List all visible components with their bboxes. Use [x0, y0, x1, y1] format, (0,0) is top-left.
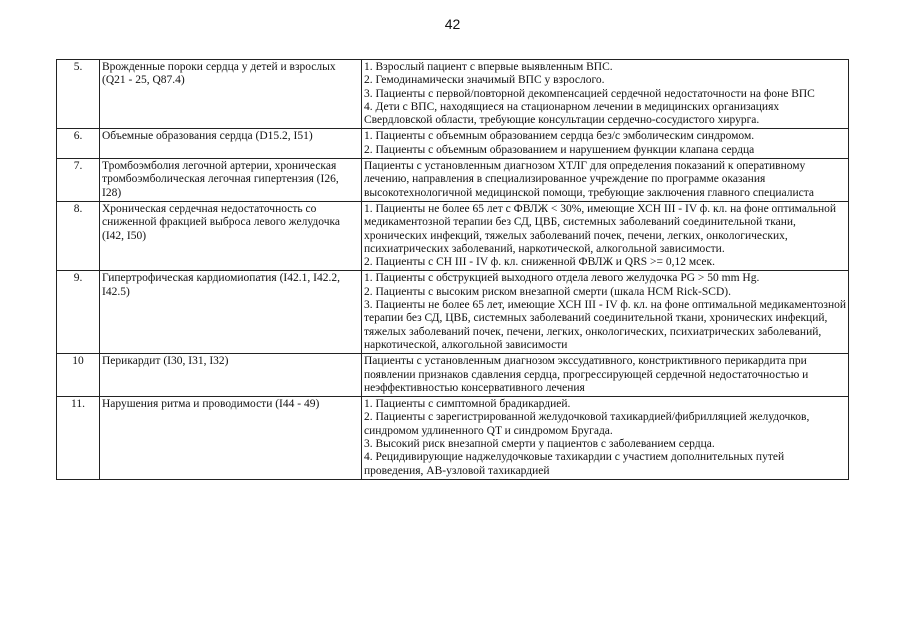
criteria-item: 1. Пациенты с объемным образованием сердца без/с эмболическим синдромом. — [364, 130, 755, 143]
criteria-cell — [362, 159, 849, 202]
table-row — [57, 159, 849, 202]
row-number: 8. — [57, 201, 100, 270]
criteria-item: 4. Рецидивирующие наджелудочковые тахикардии с участием дополнительных путей проведения, АВ-узловой тахикардией — [364, 451, 785, 477]
criteria-cell — [362, 271, 849, 354]
diagnosis-cell: Тромбоэмболия легочной артерии, хроническая тромбоэмболическая легочная гипертензия (I26, I28) — [100, 159, 362, 202]
row-number: 10 — [57, 354, 100, 397]
criteria-cell — [362, 60, 849, 129]
criteria-item: 3. Высокий риск внезапной смерти у пациентов с заболеванием сердца. — [364, 438, 715, 451]
table-row — [57, 354, 849, 397]
criteria-item: 2. Пациенты с СН III - IV ф. кл. сниженной ФВЛЖ и QRS >= 0,12 мсек. — [364, 256, 715, 269]
page-number: 42 — [444, 16, 461, 32]
criteria-cell — [362, 201, 849, 270]
diagnosis-cell: Объемные образования сердца (D15.2, I51) — [100, 129, 362, 159]
table-row — [57, 60, 849, 129]
criteria-item: 3. Пациенты не более 65 лет, имеющие ХСН III - IV ф. кл. на фоне оптимальной медикаментозной терапии без СД, ЦВБ, системных заболеваний соединительной ткани, хронических инфекций, тяжелых заболеваний почек, печени, легких, онкологических, психиатрических заболеваний, наркотической, алкогольной зависимости — [364, 299, 847, 351]
table-row — [57, 201, 849, 270]
criteria-item: Пациенты с установленным диагнозом ХТЛГ для определения показаний к оперативному лечению, направления в специализированное учреждение по программе оказания высокотехнологичной медицинской помощи, требующие заключения главного специалиста — [364, 160, 814, 199]
row-number: 7. — [57, 159, 100, 202]
criteria-item: 2. Пациенты с высоким риском внезапной смерти (шкала HCM Rick-SCD). — [364, 285, 731, 298]
criteria-item: 1. Пациенты не более 65 лет с ФВЛЖ < 30%, имеющие ХСН III - IV ф. кл. на фоне оптимальной медикаментозной терапии без СД, ЦВБ, системных заболеваний соединительной ткани, хронических инфекций, тяжелых заболеваний почек, печени, легких, онкологических, психиатрических заболеваний, наркотической, алкогольной зависимости. — [364, 202, 837, 255]
row-number: 9. — [57, 271, 100, 354]
criteria-item: 1. Пациенты с обструкцией выходного отдела левого желудочка PG > 50 mm Hg. — [364, 272, 760, 285]
row-number: 6. — [57, 129, 100, 159]
diagnosis-cell: Хроническая сердечная недостаточность со сниженной фракцией выброса левого желудочка (I42, I50) — [100, 201, 362, 270]
criteria-item: 4. Дети с ВПС, находящиеся на стационарном лечении в медицинских организациях Свердловской области, требующие консультации сердечно-сосудистого хирурга. — [364, 100, 780, 127]
diagnosis-cell: Гипертрофическая кардиомиопатия (I42.1, I42.2, I42.5) — [100, 271, 362, 354]
diagnosis-cell: Перикардит (I30, I31, I32) — [100, 354, 362, 397]
criteria-item: 3. Пациенты с первой/повторной декомпенсацией сердечной недостаточности на фоне ВПС — [364, 87, 815, 100]
criteria-cell — [362, 354, 849, 397]
table-row — [57, 271, 849, 354]
criteria-item: Пациенты с установленным диагнозом экссудативного, констриктивного перикардита при появлении признаков сдавления сердца, прогрессирующей сердечной недостаточностью и неэффективностью консервативного лечения — [364, 355, 809, 394]
diagnosis-cell: Нарушения ритма и проводимости (I44 - 49) — [100, 397, 362, 480]
table-row — [57, 129, 849, 159]
criteria-table — [56, 59, 849, 480]
criteria-item: 1. Пациенты с симптомной брадикардией. — [364, 398, 571, 411]
diagnosis-cell: Врожденные пороки сердца у детей и взрослых (Q21 - 25, Q87.4) — [100, 60, 362, 129]
criteria-item: 1. Взрослый пациент с впервые выявленным ВПС. — [364, 61, 613, 73]
criteria-item: 2. Пациенты с объемным образованием и нарушением функции клапана сердца — [364, 143, 755, 156]
row-number: 11. — [57, 397, 100, 480]
criteria-item: 2. Пациенты с зарегистрированной желудочковой тахикардией/фибрилляцией желудочков, синдромом удлиненного QT и синдромом Бругада. — [364, 411, 810, 437]
criteria-cell — [362, 397, 849, 480]
criteria-item: 2. Гемодинамически значимый ВПС у взрослого. — [364, 74, 605, 87]
table-row — [57, 397, 849, 480]
row-number: 5. — [57, 60, 100, 129]
criteria-cell — [362, 129, 849, 159]
